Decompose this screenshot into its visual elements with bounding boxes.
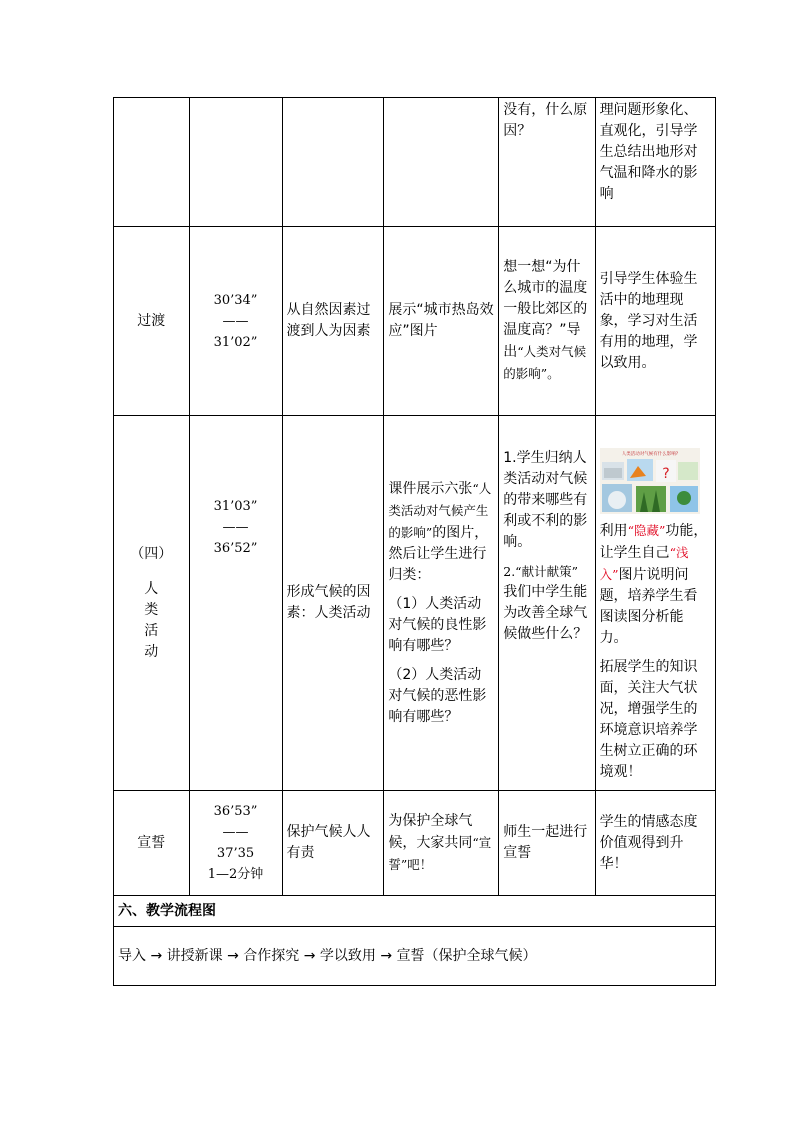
teacher-activity-cell [384, 791, 499, 896]
teacher-activity-text: 课件展示六张 [388, 481, 473, 497]
stage-cell [114, 791, 190, 896]
content-cell: 从自然因素过渡到人为因素 [282, 227, 384, 416]
text-fragment: 功能，让学生自己 [599, 523, 708, 561]
time-start: 30’34” [213, 292, 258, 308]
stage-cell [114, 98, 190, 227]
time-cell [189, 227, 282, 416]
highlight-enter: “浅入” [599, 545, 689, 582]
time-cell [189, 98, 282, 227]
teacher-activity-text: 的图片，然后让学生进行归类： [388, 525, 489, 583]
flow-step: 讲授新课 [166, 947, 223, 964]
flow-step: 合作探究 [243, 947, 300, 964]
design-intent-cell: 引导学生体验生活中的地理现象，学习对生活有用的地理，学以致用。 [595, 227, 715, 416]
flow-row [114, 927, 716, 986]
time-end: 37’35 [216, 846, 255, 861]
time-cell [189, 791, 282, 896]
question-2: （2）人类活动对气候的恶性影响有哪些？ [388, 667, 487, 725]
time-start: 36’53” [213, 804, 258, 819]
section-heading: 六、教学流程图 [114, 896, 716, 927]
teacher-activity-cell: 展示“城市热岛效应”图片 [384, 227, 499, 416]
time-dash: —— [222, 313, 249, 329]
design-intent-cell [595, 416, 715, 791]
flow-arrow-icon: → [150, 947, 163, 964]
table-row [114, 416, 716, 791]
image-caption: 人类活动对气候有什么影响? [621, 452, 678, 457]
time-end: 31’02” [213, 334, 258, 350]
teacher-activity-quote: “宣誓”吧！ [388, 834, 492, 872]
student-activity-cell: 没有，什么原因？ [499, 98, 595, 227]
highlight-hidden: “隐藏” [627, 523, 666, 538]
content-cell [282, 98, 384, 227]
text-fragment: 利用 [599, 523, 628, 539]
stage-char: 类 [144, 601, 159, 618]
flow-step: 导入 [118, 947, 146, 964]
student-activity-text: 我们中学生能为改善全球气候做些什么？ [503, 584, 588, 642]
table-row [114, 791, 716, 896]
flow-step: 学以致用 [319, 947, 376, 964]
student-activity-cell [499, 416, 595, 791]
design-intent-cell: 学生的情感态度价值观得到升华！ [595, 791, 715, 896]
teacher-activity-cell [384, 416, 499, 791]
climate-collage-image [600, 448, 700, 514]
duration: 1—2分钟 [207, 867, 264, 882]
lesson-plan-table [113, 97, 716, 986]
table-row [114, 227, 716, 416]
stage-number: （四） [130, 545, 173, 562]
stage-char: 动 [144, 643, 159, 660]
student-activity-text: 想一想“为什么城市的温度一般比郊区的温度高？”导出 [503, 259, 588, 360]
stage-cell [114, 416, 190, 791]
content-cell: 保护气候人人有责 [282, 791, 384, 896]
stage-cell [114, 227, 190, 416]
design-intent-text [600, 520, 711, 649]
time-end: 36’52” [213, 541, 258, 556]
teacher-activity-text: 为保护全球气候，大家共同 [388, 812, 473, 851]
student-activity-cell: 师生一起进行宣誓 [499, 791, 595, 896]
stage-char: 人 [144, 580, 159, 597]
student-activity-quote: 2.“献计献策” [503, 564, 578, 579]
stage-label: 过渡 [137, 312, 166, 329]
teaching-flow [114, 927, 716, 986]
flow-arrow-icon: → [227, 947, 239, 964]
time-cell [189, 416, 282, 791]
design-intent-cell: 理问题形象化、直观化，引导学生总结出地形对气温和降水的影响 [595, 98, 715, 227]
section-heading-row [114, 896, 716, 927]
time-dash: —— [222, 520, 249, 535]
stage-label: 宣誓 [137, 834, 166, 851]
question-mark-icon: ? [661, 466, 670, 482]
student-activity-cell [499, 227, 595, 416]
design-intent-text: 拓展学生的知识面，关注大气状况，增强学生的环境意识培养学生树立正确的环境观！ [599, 659, 698, 780]
content-cell: 形成气候的因素：人类活动 [282, 416, 384, 791]
question-1: （1）人类活动对气候的良性影响有哪些？ [388, 596, 487, 654]
teacher-activity-cell [384, 98, 499, 227]
flow-arrow-icon: → [303, 947, 316, 964]
flow-step: 宣誓（保护全球气候） [396, 947, 537, 964]
lesson-plan-sheet [113, 97, 716, 986]
student-activity-quote: “人类对气候的影响”。 [503, 344, 587, 381]
text-fragment: 图片说明问题，培养学生看图读图分析能力。 [599, 567, 698, 646]
time-dash: —— [222, 825, 249, 840]
flow-arrow-icon: → [380, 947, 393, 964]
table-row [114, 98, 716, 227]
teacher-activity-quote: “人类活动对气候产生的影响” [388, 481, 492, 540]
time-start: 31’03” [213, 499, 258, 514]
stage-char: 活 [144, 622, 159, 639]
student-activity-text: 1.学生归纳人类活动对气候的带来哪些有利或不利的影响。 [503, 450, 588, 550]
